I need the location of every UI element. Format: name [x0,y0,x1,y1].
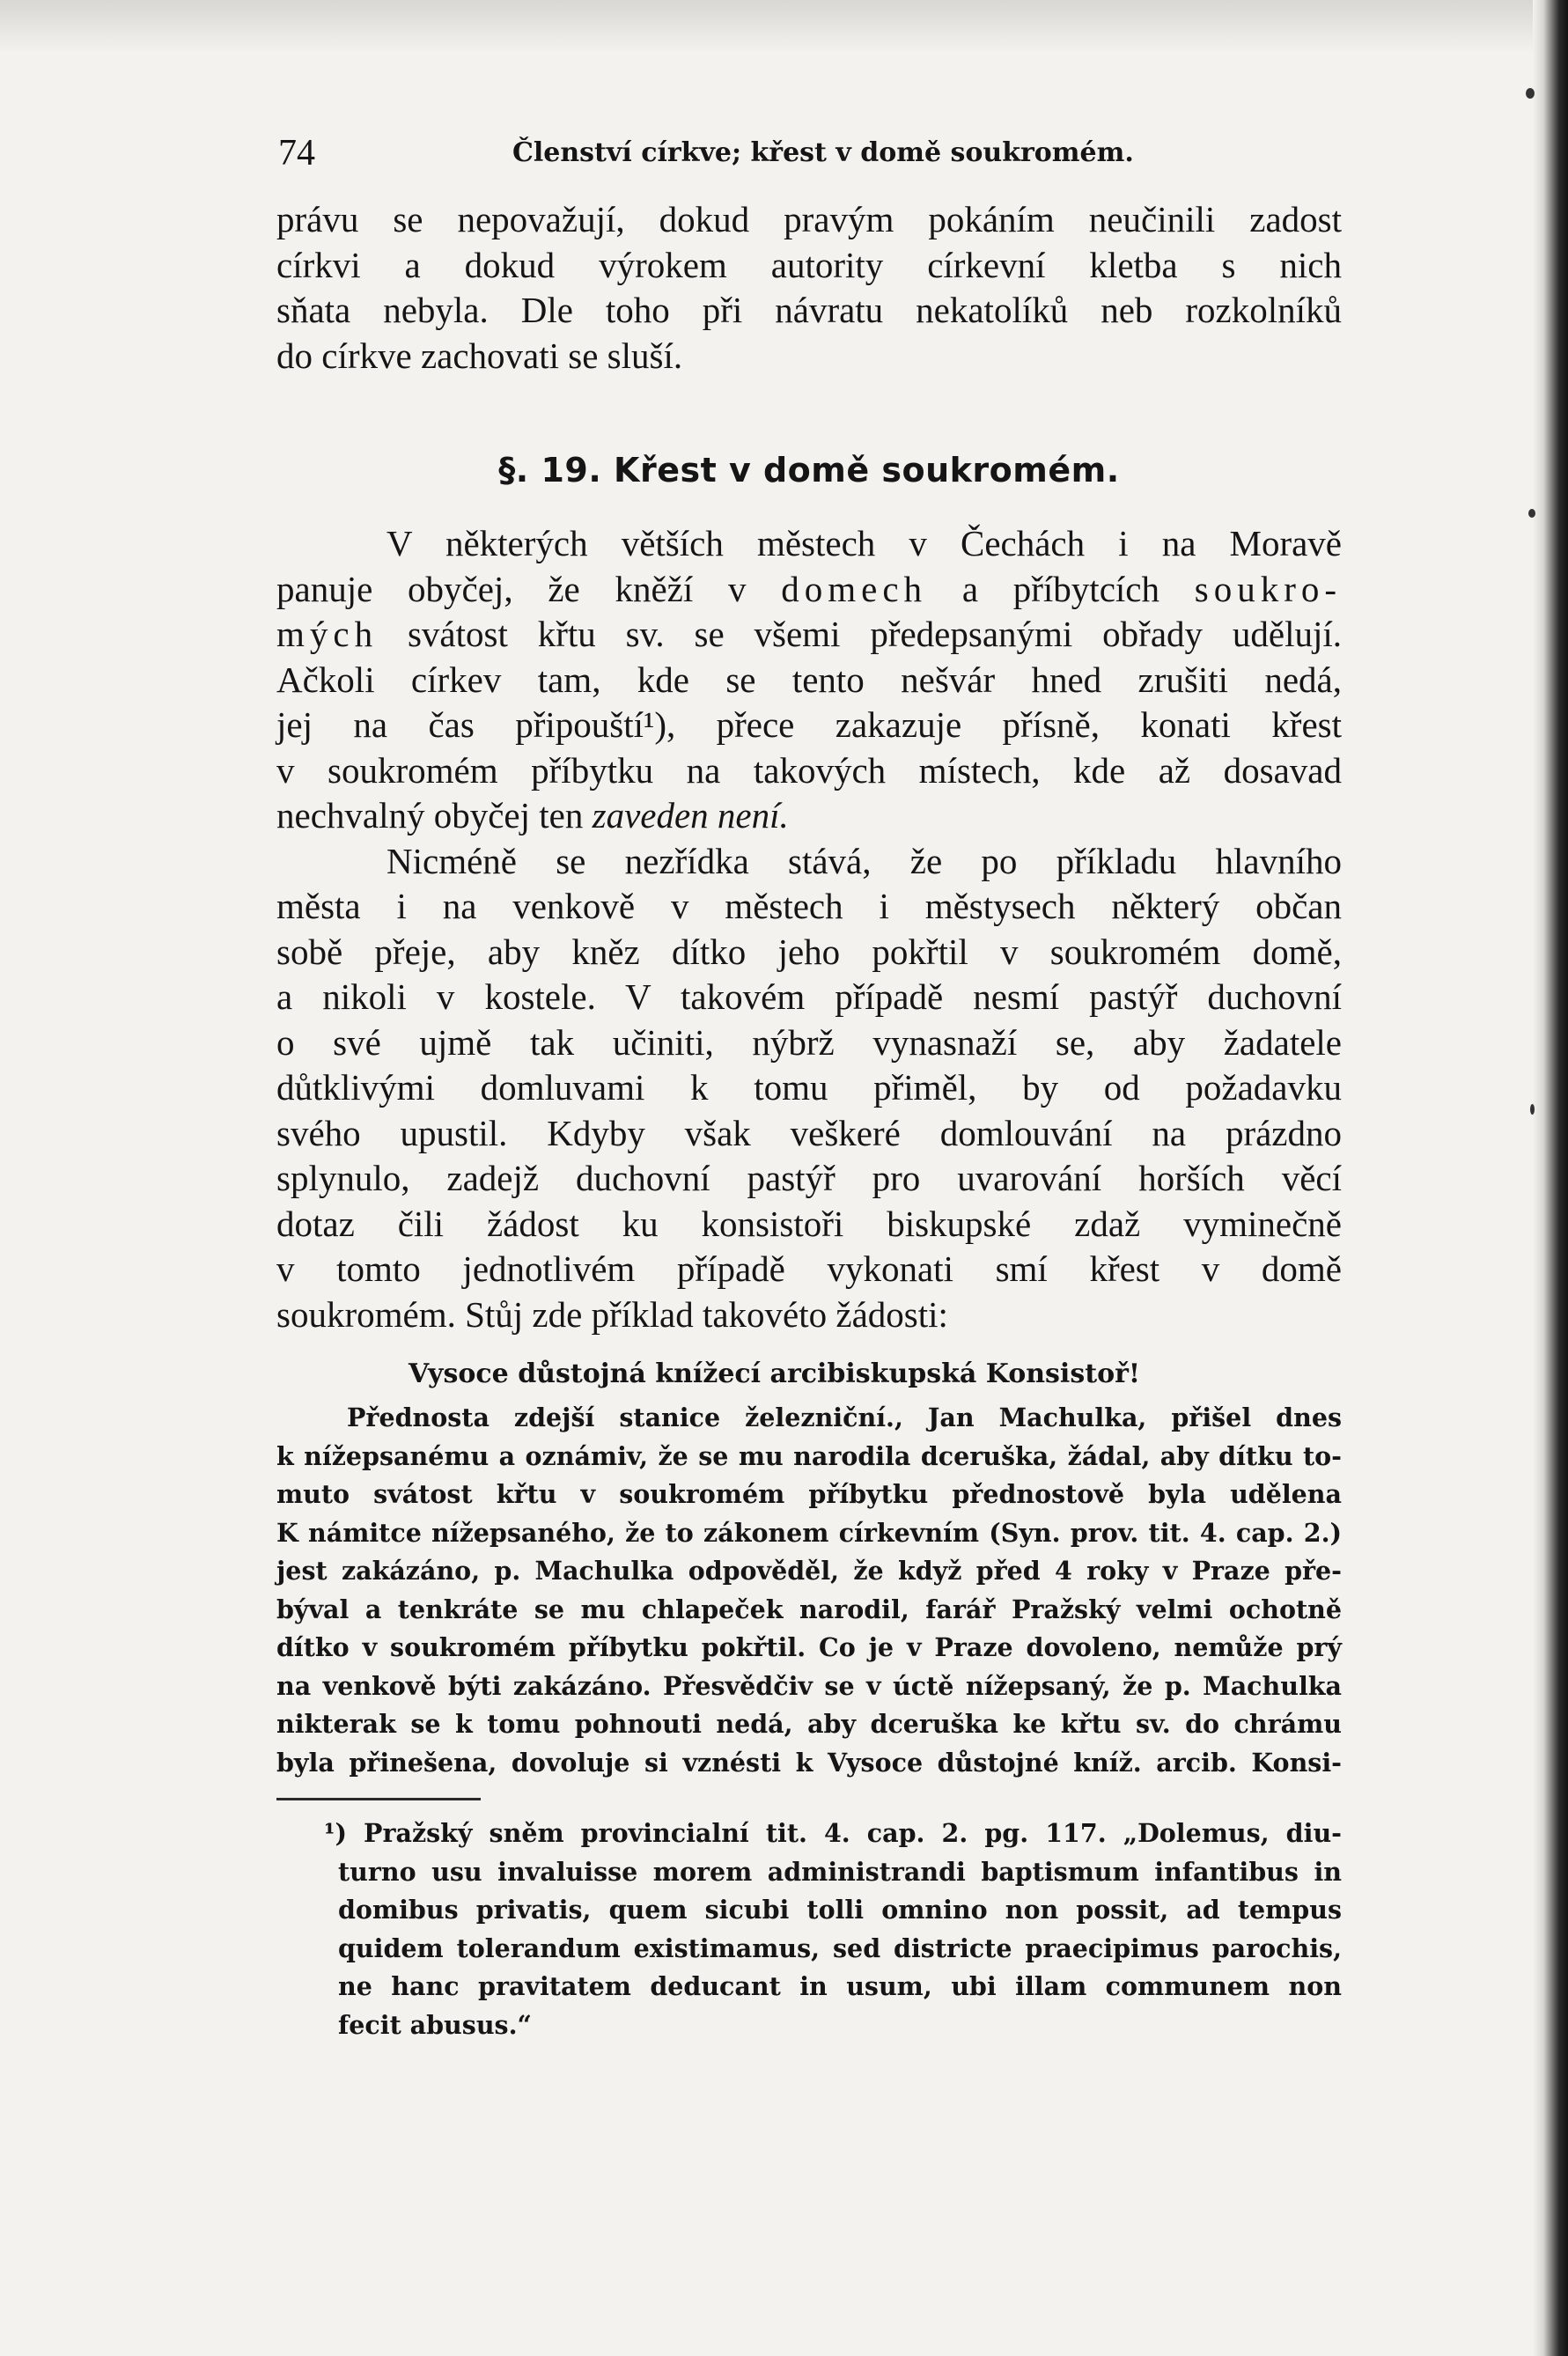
text-line: V některých větších městech v Čechách i na Moravě [386,523,1342,563]
page-right-edge [1533,0,1568,2356]
footnote-divider [276,1798,481,1800]
letter-line: na venkově býti zakázáno. Přesvědčiv se v úctě nížepsaný, že p. Machulka [276,1670,1342,1701]
text-line: a nikoli v kostele. V takovém případě nesmí pastýř duchovní [276,976,1342,1017]
footnote-line: fecit abusus.“ [338,2009,532,2040]
emphasis-spaced: soukro- [1194,568,1342,609]
speck-mark [1526,88,1535,99]
letter-heading: Vysoce důstojná knížecí arcibiskupská Konsistoř! [409,1358,1141,1389]
text-line: jej na čas připouští¹), přece zakazuje přísně, konati křest [276,704,1342,745]
letter-line: K námitce nížepsaného, že to zákonem církevním (Syn. prov. tit. 4. cap. 2.) [276,1517,1342,1548]
intro-paragraph [276,197,1342,379]
text-line [276,567,1342,613]
letter-line: jest zakázáno, p. Machulka odpověděl, že když před 4 roky v Praze pře- [276,1556,1342,1586]
paragraph-1 [276,521,1342,839]
page-number: 74 [278,133,315,173]
text-line: soukromém. Stůj zde příklad takovéto žádosti: [276,1293,948,1335]
emphasis-italic: zaveden není. [592,795,789,836]
text-line: města i na venkově v městech i městysech některý občan [276,886,1342,926]
footnote-line: ¹) Pražský sněm provincialní tit. 4. cap. 2. pg. 117. „Dolemus, diu- [324,1818,1342,1848]
text-line: právu se nepovažují, dokud pravým pokáním neučinili zadost [276,199,1342,239]
page-top-shadow [0,0,1568,53]
speck-mark [1530,1104,1535,1115]
letter-line: dítko v soukromém příbytku pokřtil. Co je v Praze dovoleno, nemůže prý [276,1632,1342,1662]
text-line: v soukromém příbytku na takových místech, kde až dosavad [276,749,1342,791]
text-line: v tomto jednotlivém případě vykonati smí křest v domě [276,1248,1342,1289]
running-head [276,132,1342,174]
emphasis-spaced: domech [781,568,928,609]
text-line: o své ujmě tak učiniti, nýbrž vynasnaží se, aby žadatele [276,1021,1342,1063]
footnote [276,1815,1342,2044]
section-heading: §. 19. Křest v domě soukromém. [498,451,1120,490]
letter-line: byla přinešena, dovoluje si vznésti k Vysoce důstojné kníž. arcib. Konsi- [276,1747,1342,1778]
text-line: splynulo, zadejž duchovní pastýř pro uvarování horších věcí [276,1158,1342,1198]
emphasis-spaced: mých [276,614,379,654]
text-line: církvi a dokud výrokem autority církevní kletba s nich [276,244,1342,285]
text-line [276,612,1342,658]
text-line: důtklivými domluvami k tomu přiměl, by od požadavku [276,1067,1342,1108]
footnote-line: domibus privatis, quem sicubi tolli omnino non possit, ad tempus [338,1895,1342,1925]
letter-line: býval a tenkráte se mu chlapeček narodil, farář Pražský velmi ochotně [276,1594,1342,1624]
paragraph-2 [276,839,1342,1338]
text-line: dotaz čili žádost ku konsistoři biskupské zdaž vyminečně [276,1203,1342,1244]
text-line: Nicméně se nezřídka stává, že po příkladu hlavního [386,840,1342,881]
footnote-line: quidem tolerandum existimamus, sed districte praecipimus parochis, [338,1933,1342,1963]
text-line [276,793,1342,839]
text-line: sobě přeje, aby kněz dítko jeho pokřtil v soukromém domě, [276,931,1342,972]
text-line: Ačkoli církev tam, kde se tento nešvár hned zrušiti nedá, [276,659,1342,700]
text-span: a příbytcích [927,568,1195,609]
speck-mark [1528,509,1535,518]
text-span: svátost křtu sv. se všemi předepsanými obřady udělují. [378,614,1342,654]
letter-line: Přednosta zdejší stanice železniční., Jan Machulka, přišel dnes [347,1403,1342,1432]
text-span: panuje obyčej, že kněží v [276,568,782,609]
footnote-line: turno usu invaluisse morem administrandi baptismum infantibus in [338,1856,1342,1887]
text-line: do církve zachovati se sluší. [276,335,683,376]
footnote-line: ne hanc pravitatem deducant in usum, ubi illam communem non [338,1971,1342,2001]
page-text [276,132,1342,2044]
running-head-title: Členství církve; křest v domě soukromém. [512,137,1134,168]
text-span: nechvalný obyčej ten [276,795,593,836]
text-line: sňata nebyla. Dle toho při návratu nekatolíků neb rozkolníků [276,290,1342,330]
letter-line: k nížepsanému a oznámiv, že se mu narodila dceruška, žádal, aby dítku to- [276,1440,1342,1471]
letter-body [276,1399,1342,1782]
letter-line: nikterak se k tomu pohnouti nedá, aby dceruška ke křtu sv. do chrámu [276,1709,1342,1739]
text-line: svého upustil. Kdyby však veškeré domlouvání na prázdno [276,1112,1342,1153]
letter-line: muto svátost křtu v soukromém příbytku přednostově byla udělena [276,1479,1342,1509]
